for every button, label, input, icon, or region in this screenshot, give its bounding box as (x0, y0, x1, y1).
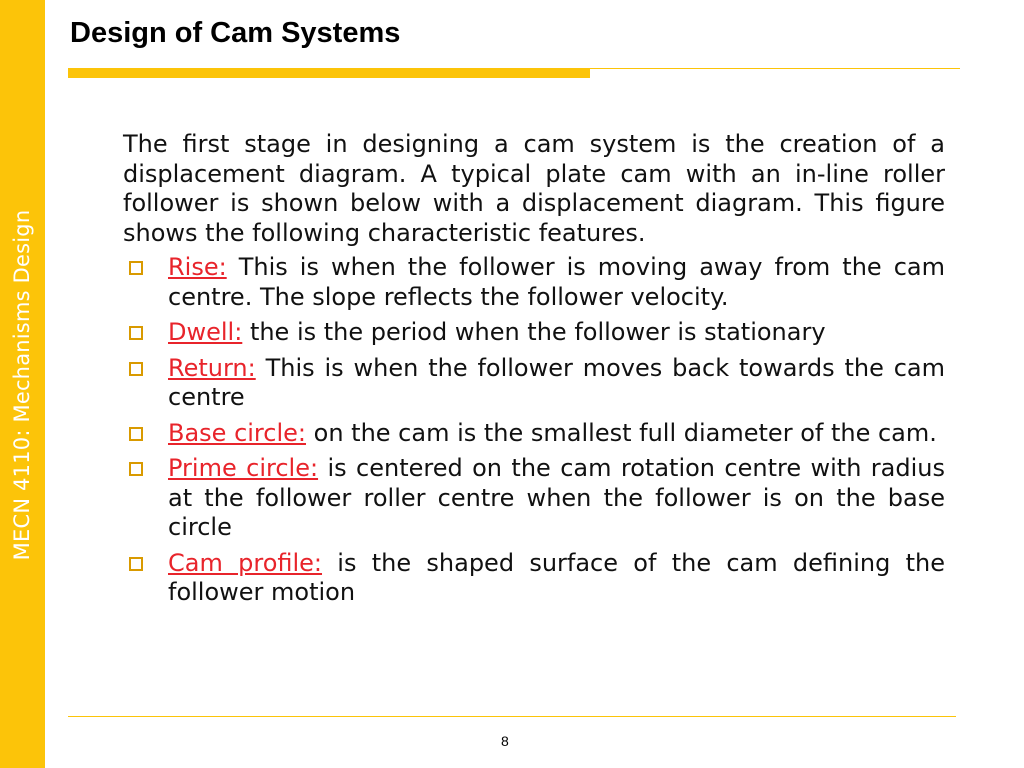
bullet-term: Prime circle: (168, 454, 319, 482)
slide-title: Design of Cam Systems (70, 17, 401, 49)
bullet-term: Return: (168, 353, 256, 382)
bullet-term: Dwell: (168, 318, 243, 346)
square-bullet-icon (129, 462, 143, 476)
bullet-dwell (123, 318, 945, 348)
intro-paragraph: The first stage in designing a cam system is the creation of a displacement diagram. A typical plate cam with an in-line roller follower is shown below with a displacement diagram. This figure shows the following characteristic features. (123, 130, 945, 247)
sidebar-band (0, 0, 45, 768)
bullet-text: the is the period when the follower is stationary (249, 318, 826, 346)
square-bullet-icon (129, 557, 143, 571)
course-label: MECN 4110: Mechanisms Design (10, 209, 34, 561)
footer-divider (68, 716, 956, 717)
bullet-prime-circle (123, 454, 945, 543)
bullet-term: Cam profile: (168, 548, 323, 577)
bullet-cam-profile (123, 549, 945, 608)
bullet-base-circle (123, 419, 945, 449)
page-number: 8 (501, 733, 509, 749)
square-bullet-icon (129, 427, 143, 441)
square-bullet-icon (129, 261, 143, 275)
bullet-text: is centered on the cam rotation centre with radius at the follower roller centre when the follower is on the base circle (168, 454, 945, 541)
slide-body (123, 130, 945, 614)
bullet-text: on the cam is the smallest full diameter of the cam. (313, 418, 937, 447)
bullet-text: This is when the follower is moving away from the cam centre. The slope reflects the follower velocity. (168, 253, 945, 311)
square-bullet-icon (129, 362, 143, 376)
bullet-return (123, 354, 945, 413)
bullet-rise (123, 253, 945, 312)
square-bullet-icon (129, 326, 143, 340)
bullet-term: Rise: (168, 253, 227, 281)
bullet-text: is the shaped surface of the cam defining the follower motion (168, 548, 945, 606)
title-underline-thick (68, 68, 590, 78)
bullet-term: Base circle: (168, 418, 306, 447)
title-underline-thin (590, 68, 960, 69)
bullet-text: This is when the follower moves back towards the cam centre (168, 353, 945, 411)
